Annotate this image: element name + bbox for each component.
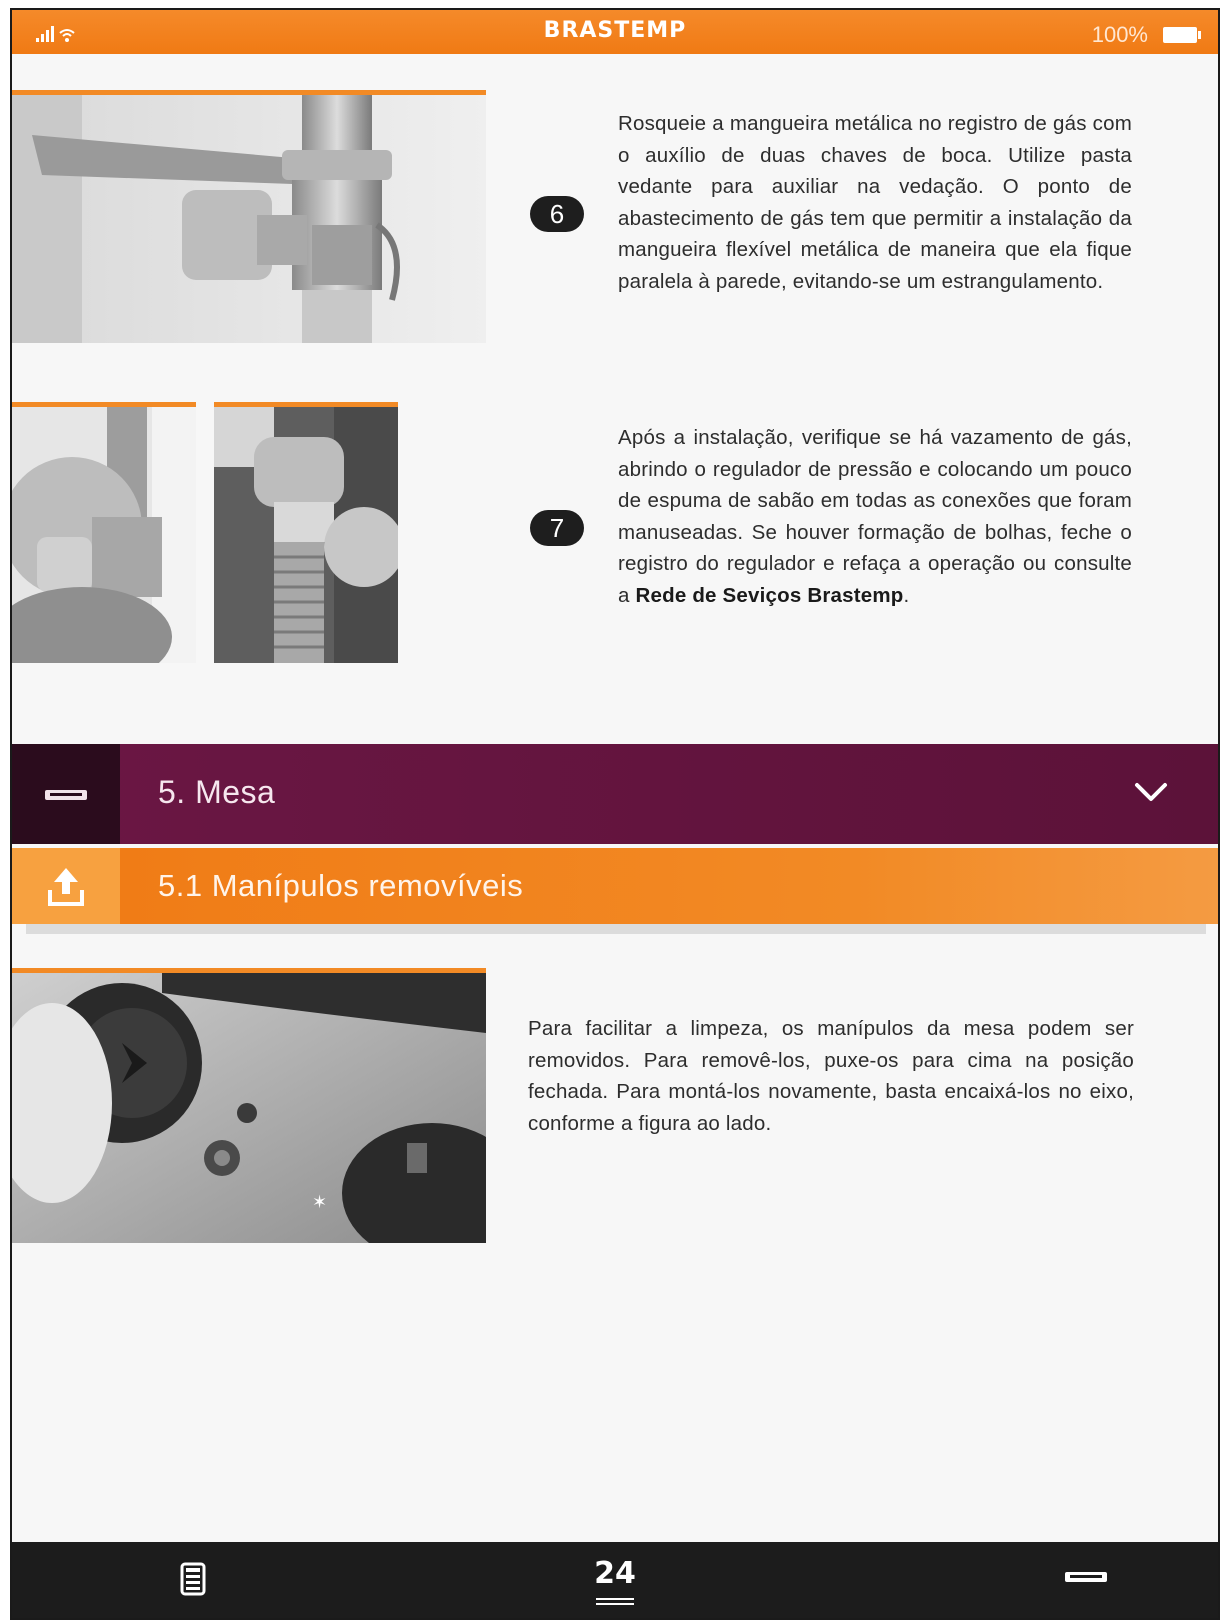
step-number-badge: 6 xyxy=(530,196,584,232)
valve-hand-photo xyxy=(12,407,196,663)
brand-title: BRASTEMP xyxy=(543,18,687,43)
device-screen xyxy=(10,8,1220,1620)
step-7-text-main: Após a instalação, verifique se há vazamento de gás, abrindo o regulador de pressão e colocando um pouco de espuma de sabão em todas as conexões que foram manuseadas. Se houver formação de bolhas, feche o registro do regulador e refaça a operação ou consulte a xyxy=(618,426,1132,607)
section-icon-box xyxy=(12,744,120,844)
subsection-header[interactable] xyxy=(12,848,1218,924)
step-6-text: Rosqueie a mangueira metálica no registro de gás com o auxílio de duas chaves de boca. Utilize pasta vedante para auxiliar na vedação. O ponto de abastecimento de gás tem que permitir a instalação da mangueira flexível metálica de maneira que ela fique paralela à parede, evitando-se um estrangulamento. xyxy=(618,112,1132,293)
service-network-link-text: Rede de Seviços Brastemp xyxy=(635,583,904,607)
cooktop-icon xyxy=(44,788,88,802)
bottom-navigation-bar xyxy=(12,1542,1218,1618)
section-title: 5. Mesa xyxy=(158,774,276,810)
upload-arrow-icon xyxy=(48,866,84,906)
step-7-text-end: . xyxy=(903,583,910,607)
page-number[interactable]: 24 xyxy=(594,1556,636,1591)
subsection-icon-box xyxy=(12,848,120,924)
step-7-text xyxy=(618,422,1132,611)
removable-knob-photo xyxy=(12,973,486,1243)
step-number-badge: 7 xyxy=(530,510,584,546)
page-underline xyxy=(596,1598,634,1600)
chevron-down-icon[interactable] xyxy=(1134,780,1168,804)
subsection-shadow xyxy=(26,924,1206,934)
section-header-mesa[interactable] xyxy=(12,744,1218,844)
hose-connection-photo xyxy=(214,407,398,663)
battery-percentage: 100% xyxy=(1091,22,1148,47)
knob-instructions-text: Para facilitar a limpeza, os manípulos da mesa podem ser removidos. Para removê-los, puxe-os para cima na posição fechada. Para montá-los novamente, basta encaixá-los no eixo, conforme a figura ao lado. xyxy=(528,1017,1134,1135)
svg-text:✶: ✶ xyxy=(312,1192,328,1213)
battery-icon xyxy=(1162,26,1202,44)
subsection-title: 5.1 Manípulos removíveis xyxy=(158,868,524,903)
cooktop-icon[interactable] xyxy=(1064,1570,1108,1584)
gas-valve-wrench-photo xyxy=(12,95,486,343)
page-underline xyxy=(596,1603,634,1605)
status-bar xyxy=(12,10,1218,54)
